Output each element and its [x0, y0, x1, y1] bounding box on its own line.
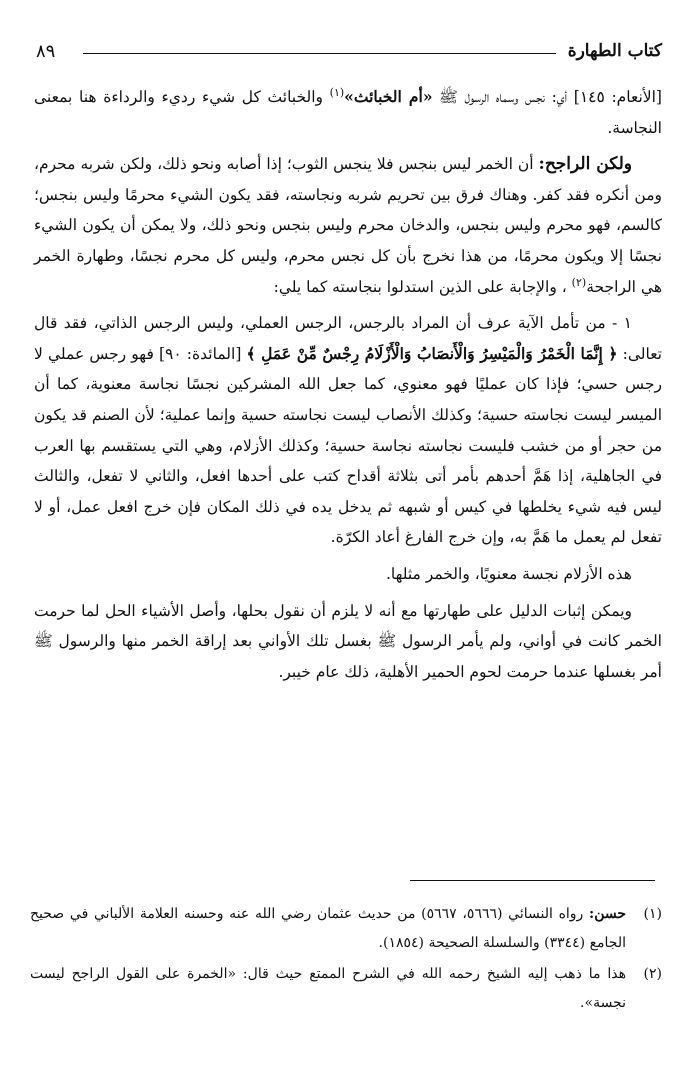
- paragraph-3: [34, 308, 662, 553]
- p3-text-b: [المائدة: ٩٠] فهو رجس عملي لا رجس حسي؛ فإذا كان عمليًا فهو معنوي، كما جعل الله المشركين نجسًا نجاسة معنوية، كما أن الميسر ليست نجاسته حسية؛ وكذلك الأنصاب ليست نجاسته حسية وإنما عملية؛ لأن الصنم قد يكون من حجر أو من خشب فليست نجاسته نجاسة حسية؛ وكذلك الأزلام، وهي التي يستقسم بها العرب في الجاهلية، إذا هَمَّ أحدهم بأمر أتى بثلاثة أقداح كتب على أحدها افعل، والثاني لا تفعل، والثالث ليس فيه شيء يخلطها في كيس أو شبهه ثم يدخل يده في ذلك المكان فإن خرج افعل عمل، أو لا تفعل لم يعمل ما هَمَّ به، وإن خرج الفارغ أعاد الكرّة.: [34, 344, 662, 547]
- paragraph-5: ويمكن إثبات الدليل على طهارتها مع أنه لا يلزم أن نقول بحلها، وأصل الأشياء الحل لما حرمت الخمر كانت في أواني، ولم يأمر الرسول ﷺ بغسل تلك الأواني بعد إراقة الخمر منها والرسول ﷺ أمر بغسلها عندما حرمت لحوم الحمير الأهلية، ذلك عام خيبر.: [34, 601, 662, 681]
- page-header: [28, 38, 662, 64]
- paragraph-1: [34, 82, 662, 143]
- main-text: [34, 82, 662, 687]
- p1-text-c: والخبائث كل شيء رديء والرداءة هنا بمعنى النجاسة.: [34, 88, 662, 137]
- footnote-text: [30, 960, 626, 1018]
- chapter-title: كتاب الطهارة: [567, 41, 662, 61]
- paragraph-4: هذه الأزلام نجسة معنويًا، والخمر مثلها.: [385, 564, 632, 583]
- footnote-ref-2[interactable]: (٢): [571, 275, 587, 289]
- p3-text-a: ١ - من تأمل الآية عرف أن المراد بالرجس، الرجس العملي، وليس الرجس الذاتي، فقد قال تعالى:: [34, 314, 662, 363]
- paragraph-2: [34, 149, 662, 302]
- footnote-2: [30, 960, 662, 1018]
- p2-text-a: أن الخمر ليس بنجس فلا ينجس الثوب؛ إذا أصابه ونحو ذلك، ولكن شربه محرم، ومن أنكره فقد كفر. وهناك فرق بين تحريم شربه ونجاسته، فقد يكون الشيء محرمًا وليس بنجس؛ كالسم، فهو محرم وليس بنجس، والدخان محرم وليس بنجس ونحو ذلك، ولا يمكن أن يكون الشيء نجسًا إلا ويكون محرمًا، من هذا نخرج بأن كل نجس محرم، وليس كل محرم نجسًا، وطهارة الخمر هي الراجحة: [34, 155, 662, 296]
- hadith-quote: «أم الخبائث»: [344, 87, 433, 106]
- footnote-1: [30, 900, 662, 958]
- footnote-text: [30, 900, 626, 958]
- lead-phrase: ولكن الراجح:: [538, 154, 632, 175]
- p2-text-b: ، والإجابة على الذين استدلوا بنجاسته كما يلي:: [273, 277, 572, 296]
- footnote-ref-1[interactable]: (١): [329, 85, 345, 99]
- footnotes: [30, 900, 662, 1020]
- footnote-number: (١): [643, 906, 662, 922]
- p1-text-a: [الأنعام: ١٤٥] أي: نجس وسماه الرسول ﷺ: [432, 88, 662, 106]
- quran-verse: ﴿ إِنَّمَا الْخَمْرُ وَالْمَيْسِرُ وَالْأَنصَابُ وَالْأَزْلَامُ رِجْسٌ مِّنْ عَمَلِ ﴾: [246, 343, 618, 363]
- header-rule: [83, 53, 555, 54]
- page-number: ٨٩: [36, 40, 56, 62]
- footnote-body: هذا ما ذهب إليه الشيخ رحمه الله في الشرح الممتع حيث قال: «الخمرة على القول الراجح ليست نجسة».: [30, 966, 626, 1011]
- footnote-body: رواه النسائي (٥٦٦٦، ٥٦٦٧) من حديث عثمان رضي الله عنه وحسنه العلامة الألباني في صحيح الجامع (٣٣٤٤) والسلسلة الصحيحة (١٨٥٤).: [30, 906, 626, 951]
- footnote-number: (٢): [643, 966, 662, 982]
- footnote-rule: [410, 880, 655, 881]
- footnote-grade: حسن:: [589, 906, 626, 922]
